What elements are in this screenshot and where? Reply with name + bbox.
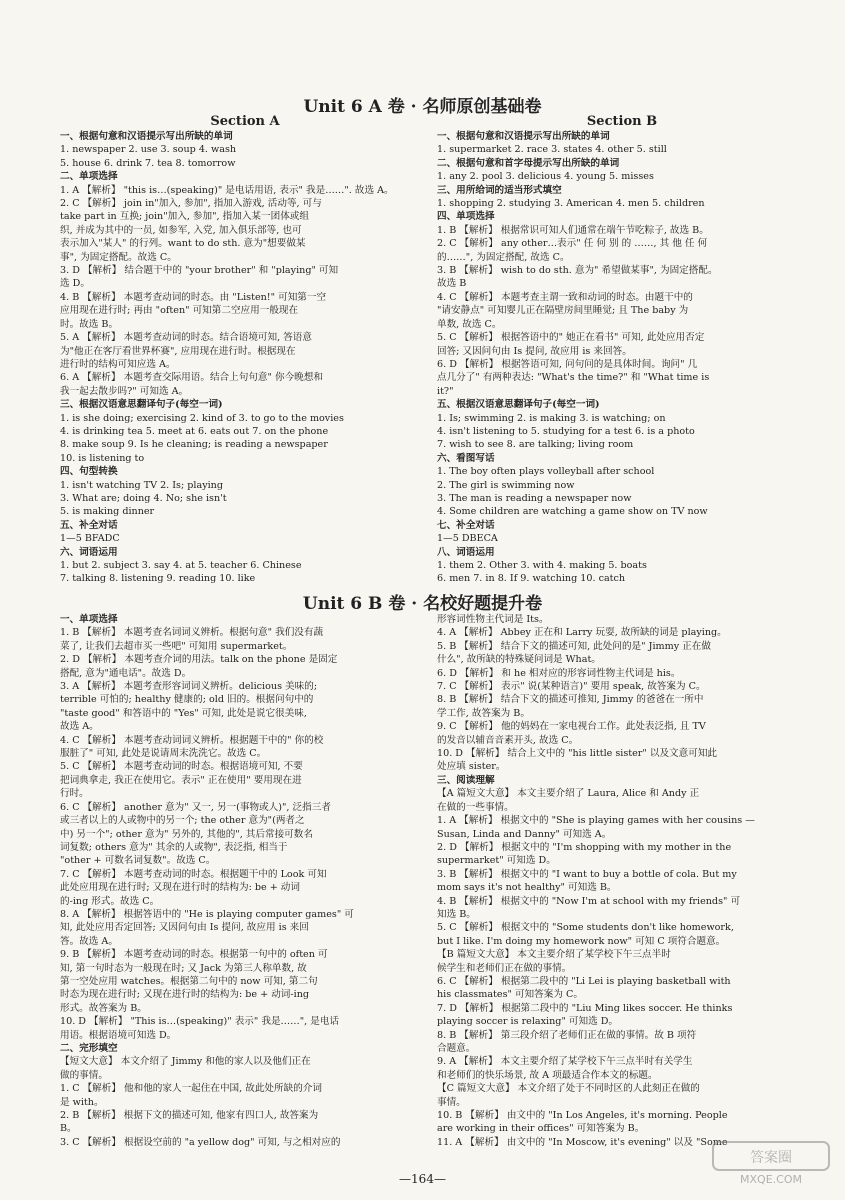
unit-b-right-line: 【A 篇短文大意】 本文主要介绍了 Laura, Alice 和 Andy 正 bbox=[437, 788, 700, 800]
unit-b-right-line: 知选 B。 bbox=[437, 908, 476, 920]
section-b-line: 1—5 DBECA bbox=[437, 533, 498, 545]
unit-b-left-line: 是 with。 bbox=[60, 1096, 104, 1108]
unit-b-left-column bbox=[60, 613, 432, 1149]
unit-b-right-line: playing soccer is relaxing" 可知选 D。 bbox=[437, 1016, 619, 1028]
section-a-line: 7. talking 8. listening 9. reading 10. like bbox=[60, 573, 256, 585]
unit-b-left-line: 答。故选 A。 bbox=[60, 935, 118, 947]
section-b-line: 1. supermarket 2. race 3. states 4. other 5. still bbox=[437, 144, 667, 156]
section-a-line: 事", 为固定搭配。故选 C。 bbox=[60, 251, 177, 263]
section-a-line: 选 D。 bbox=[60, 278, 90, 290]
unit-b-right-line: 候学生和老师们正在做的事情。 bbox=[437, 962, 572, 974]
section-a-line: take part in 互换; join"加入, 参加", 指加入某一团体或组 bbox=[60, 211, 309, 223]
section-b-line: 1. shopping 2. studying 3. American 4. men 5. children bbox=[437, 198, 705, 210]
section-b-line: 4. isn't listening to 5. studying for a test 6. is a photo bbox=[437, 425, 695, 437]
unit-b-right-line: 7. C 【解析】 表示" 说(某种语言)" 要用 speak, 故答案为 C。 bbox=[437, 681, 706, 693]
watermark-logo bbox=[711, 1138, 831, 1188]
unit-b-left-line: 1. B 【解析】 本题考查名词词义辨析。根据句意" 我们没有蔬 bbox=[60, 627, 324, 639]
unit-b-left-line: 故选 A。 bbox=[60, 721, 99, 733]
unit-b-left-line: 3. A 【解析】 本题考查形容词词义辨析。delicious 美味的; bbox=[60, 681, 318, 693]
section-b-line: it?" bbox=[437, 385, 454, 397]
section-a-line: 1. newspaper 2. use 3. soup 4. wash bbox=[60, 144, 237, 156]
unit-b-left-line: 7. C 【解析】 本题考查动词的时态。根据题干中的 Look 可知 bbox=[60, 868, 327, 880]
unit-b-right-line: 和老师们的快乐场景, 故 A 项最适合作本文的标题。 bbox=[437, 1069, 658, 1081]
unit-b-left-line: 一、单项选择 bbox=[60, 614, 118, 625]
section-b-line: 八、词语运用 bbox=[437, 546, 495, 558]
unit-b-left-line: 用语。根据语境可知选 D。 bbox=[60, 1029, 177, 1041]
section-b-line: 五、根据汉语意思翻译句子(每空一词) bbox=[437, 399, 600, 411]
section-a-line: 1. but 2. subject 3. say 4. at 5. teacher 6. Chinese bbox=[60, 560, 302, 571]
section-a-line: 1—5 BFADC bbox=[60, 533, 120, 545]
unit-b-right-line: 5. B 【解析】 结合下文的描述可知, 此处问的是" Jimmy 正在做 bbox=[437, 640, 711, 652]
unit-b-right-line: 10. B 【解析】 由文中的 "In Los Angeles, it's morning. People bbox=[437, 1110, 728, 1122]
unit-b-right-line: 【C 篇短文大意】 本文介绍了处于不同时区的人此刻正在做的 bbox=[437, 1083, 700, 1095]
section-a-line: 六、词语运用 bbox=[60, 546, 118, 558]
section-a-line: 我一起去散步吗?" 可知选 A。 bbox=[60, 385, 189, 397]
unit-b-right-line: 10. D 【解析】 结合上文中的 "his little sister" 以及文意可知此 bbox=[437, 748, 718, 760]
unit-b-right-line: 在做的一些事情。 bbox=[437, 801, 514, 813]
unit-b-left-line: 2. D 【解析】 本题考查介词的用法。talk on the phone 是固定 bbox=[60, 654, 338, 666]
section-a-line: 4. B 【解析】 本题考查动词的时态。由 "Listen!" 可知第一空 bbox=[60, 291, 327, 303]
section-b-line: 2. C 【解析】 any other…表示" 任 何 别 的 ……, 其 他 任 何 bbox=[437, 238, 708, 250]
section-a-line: 10. is listening to bbox=[60, 452, 145, 464]
unit-b-right-line: 9. A 【解析】 本文主要介绍了某学校下午三点半时有关学生 bbox=[437, 1056, 693, 1068]
section-b-line: 二、根据句意和首字母提示写出所缺的单词 bbox=[437, 157, 620, 169]
unit-b-right-line: 事情。 bbox=[437, 1096, 466, 1108]
unit-b-left-line: 中) 另一个"; other 意为" 另外的, 其他的", 其后常接可数名 bbox=[60, 828, 313, 840]
section-a-line: 五、补全对话 bbox=[60, 519, 118, 531]
unit-b-right-line: 4. B 【解析】 根据文中的 "Now I'm at school with my friends" 可 bbox=[437, 895, 741, 907]
section-b-line: 一、根据句意和汉语提示写出所缺的单词 bbox=[437, 131, 610, 142]
unit-b-left-line: 第一空处应用 watches。根据第二句中的 now 可知, 第二句 bbox=[60, 975, 318, 987]
unit-b-right-line: 2. D 【解析】 根据文中的 "I'm shopping with my mother in the bbox=[437, 841, 732, 853]
unit-b-left-line: 此处应用现在进行时; 又现在进行时的结构为: be + 动词 bbox=[60, 882, 300, 894]
unit-b-right-line: 3. B 【解析】 根据文中的 "I want to buy a bottle of cola. But my bbox=[437, 868, 737, 880]
unit-b-left-line: 9. B 【解析】 本题考查动词的时态。根据第一句中的 often 可 bbox=[60, 949, 328, 961]
section-b-line: 的……", 为固定搭配, 故选 C。 bbox=[437, 251, 570, 263]
unit-b-right-line: 1. A 【解析】 根据文中的 "She is playing games with her cousins — bbox=[437, 815, 755, 827]
section-a-line: 1. is she doing; exercising 2. kind of 3. to go to the movies bbox=[60, 412, 344, 424]
unit-b-left-line: 知, 此处应用否定回答; 又因问句由 Is 提问, 故应用 is 来回 bbox=[60, 922, 309, 934]
section-a-line: 一、根据句意和汉语提示写出所缺的单词 bbox=[60, 131, 233, 142]
section-b-line: 回答; 又因问句由 Is 提问, 故应用 is 来回答。 bbox=[437, 345, 632, 357]
section-a-line: 时。故选 B。 bbox=[60, 318, 119, 330]
unit-b-right-line: 8. B 【解析】 第三段介绍了老师们正在做的事情。故 B 项符 bbox=[437, 1029, 697, 1041]
section-a-line: 4. is drinking tea 5. meet at 6. eats out 7. on the phone bbox=[60, 425, 329, 437]
unit-b-left-line: 服脏了" 可知, 此处是说请周末洗洗它。故选 C。 bbox=[60, 748, 267, 760]
section-b-line: 3. B 【解析】 wish to do sth. 意为" 希望做某事", 为固定搭配。 bbox=[437, 265, 718, 277]
unit-b-left-line: 行时。 bbox=[60, 788, 89, 800]
unit-b-left-line: 1. C 【解析】 他和他的家人一起住在中国, 故此处所缺的介词 bbox=[60, 1083, 322, 1095]
unit-b-left-line: 做的事情。 bbox=[60, 1069, 108, 1081]
section-b-line: 4. C 【解析】 本题考查主谓一致和动词的时态。由题干中的 bbox=[437, 291, 693, 303]
unit-b-left-line: 2. B 【解析】 根据下文的描述可知, 他家有四口人, 故答案为 bbox=[60, 1110, 319, 1122]
unit-b-left-line: 二、完形填空 bbox=[60, 1043, 118, 1054]
unit-b-left-line: "taste good" 和答语中的 "Yes" 可知, 此处是说它很美味, bbox=[60, 707, 307, 719]
section-a-line: 2. C 【解析】 join in"加入, 参加", 指加入游戏, 活动等, 可与 bbox=[60, 198, 322, 210]
unit-b-right-line: 5. C 【解析】 根据文中的 "Some students don't like homework, bbox=[437, 922, 734, 934]
unit-b-left-line: "other + 可数名词复数"。故选 C。 bbox=[60, 855, 216, 867]
unit-b-right-line: Susan, Linda and Danny" 可知选 A。 bbox=[437, 828, 612, 840]
section-b-line: 1. B 【解析】 根据常识可知人们通常在端午节吃粽子, 故选 B。 bbox=[437, 224, 709, 236]
section-b-line: 1. any 2. pool 3. delicious 4. young 5. misses bbox=[437, 171, 654, 183]
unit-b-right-line: 合题意。 bbox=[437, 1043, 476, 1054]
section-a-line: 5. house 6. drink 7. tea 8. tomorrow bbox=[60, 157, 236, 169]
unit-b-right-column bbox=[437, 613, 809, 1149]
unit-b-left-line: 搭配, 意为"通电话"。故选 D。 bbox=[60, 667, 192, 679]
section-b-line: "请安静点" 可知婴儿正在隔壁房间里睡觉; 且 The baby 为 bbox=[437, 305, 689, 317]
unit-b-left-line: 菜了, 让我们去超市买一些吧" 可知用 supermarket。 bbox=[60, 640, 293, 652]
section-a-line: 三、根据汉语意思翻译句子(每空一词) bbox=[60, 399, 223, 411]
unit-b-right-line: 6. D 【解析】 和 he 相对应的形容词性物主代词是 his。 bbox=[437, 667, 681, 679]
unit-b-left-line: 把词典拿走, 我正在使用它。表示" 正在使用" 要用现在进 bbox=[60, 774, 302, 786]
unit-b-right-line: 三、阅读理解 bbox=[437, 774, 495, 786]
section-a-line: 5. is making dinner bbox=[60, 506, 155, 518]
page-number: —164— bbox=[399, 1172, 446, 1186]
unit-b-title: Unit 6 B 卷 · 名校好题提升卷 bbox=[302, 594, 543, 614]
unit-b-left-line: terrible 可怕的; healthy 健康的; old 旧的。根据问句中的 bbox=[60, 694, 314, 706]
section-a-line: 二、单项选择 bbox=[60, 171, 118, 183]
unit-b-right-line: 8. B 【解析】 结合下文的描述可推知, Jimmy 的爸爸在一所中 bbox=[437, 694, 704, 706]
unit-b-left-line: 4. C 【解析】 本题考查动词词义辨析。根据题干中的" 你的校 bbox=[60, 734, 324, 746]
section-b-line: 7. wish to see 8. are talking; living room bbox=[437, 439, 634, 451]
section-a-line: 8. make soup 9. Is he cleaning; is reading a newspaper bbox=[60, 439, 328, 451]
section-b-line: 七、补全对话 bbox=[437, 519, 495, 531]
section-b-line: 1. Is; swimming 2. is making 3. is watching; on bbox=[437, 412, 666, 424]
section-a-line: 表示加入"某人" 的行列。want to do sth. 意为"想要做某 bbox=[60, 238, 306, 250]
section-b-title: Section B bbox=[586, 114, 658, 129]
unit-b-left-line: 形式。故答案为 B。 bbox=[60, 1002, 147, 1014]
unit-b-right-line: supermarket" 可知选 D。 bbox=[437, 855, 556, 867]
section-a-line: 四、句型转换 bbox=[60, 466, 118, 478]
unit-b-right-line: 处应填 sister。 bbox=[437, 761, 506, 773]
section-b-line: 3. The man is reading a newspaper now bbox=[437, 492, 632, 504]
unit-b-right-line: 11. A 【解析】 由文中的 "In Moscow, it's evening" 以及 "Some bbox=[437, 1136, 728, 1148]
unit-b-left-line: 6. C 【解析】 another 意为" 又一, 另一(事物或人)", 泛指三者 bbox=[60, 801, 331, 813]
unit-b-left-line: 5. C 【解析】 本题考查动词的时态。根据语境可知, 不要 bbox=[60, 761, 303, 773]
section-a-line: 3. What are; doing 4. No; she isn't bbox=[60, 492, 227, 504]
unit-b-right-line: 的发音以辅音音素开头, 故选 C。 bbox=[437, 734, 579, 746]
svg-text:答案圈: 答案圈 bbox=[750, 1150, 792, 1166]
svg-text:MXQE.COM: MXQE.COM bbox=[740, 1173, 802, 1186]
unit-b-left-line: 时态为现在进行时; 又现在进行时的结构为: be + 动词-ing bbox=[60, 989, 310, 1001]
unit-b-right-line: 6. C 【解析】 根据第二段中的 "Li Lei is playing basketball with bbox=[437, 975, 731, 987]
section-b-line: 2. The girl is swimming now bbox=[437, 479, 575, 491]
unit-b-left-line: 的-ing 形式。故选 C。 bbox=[60, 895, 160, 907]
section-a-title: Section A bbox=[210, 114, 280, 129]
unit-b-left-line: 8. A 【解析】 根据答语中的 "He is playing computer games" 可 bbox=[60, 908, 354, 920]
section-a-line: 1. A 【解析】 "this is…(speaking)" 是电话用语, 表示" 我是……". 故选 A。 bbox=[60, 184, 394, 196]
section-b-line: 6. D 【解析】 根据答语可知, 问句问的是具体时间。询问" 几 bbox=[437, 358, 698, 370]
unit-b-right-line: 形容词性物主代词是 Its。 bbox=[437, 614, 549, 625]
section-b-line: 1. The boy often plays volleyball after school bbox=[437, 466, 655, 478]
section-b-line: 5. C 【解析】 根据答语中的" 她正在看书" 可知, 此处应用否定 bbox=[437, 332, 705, 344]
unit-a-title: Unit 6 A 卷 · 名师原创基础卷 bbox=[303, 97, 542, 117]
unit-b-right-line: 4. A 【解析】 Abbey 正在和 Larry 玩耍, 故所缺的词是 playing。 bbox=[437, 627, 727, 639]
unit-b-left-line: 10. D 【解析】 "This is…(speaking)" 表示" 我是……", 是电话 bbox=[60, 1016, 340, 1028]
unit-b-right-line: but I like. I'm doing my homework now" 可知 C 项符合题意。 bbox=[437, 935, 726, 947]
section-a-line: 1. isn't watching TV 2. Is; playing bbox=[60, 479, 224, 491]
section-a-column bbox=[60, 113, 430, 586]
unit-b-right-line: 7. D 【解析】 根据第二段中的 "Liu Ming likes soccer. He thinks bbox=[437, 1002, 733, 1014]
section-b-line: 六、看图写话 bbox=[437, 452, 495, 464]
unit-b-left-line: 词复数; others 意为" 其余的人或物", 表泛指, 相当于 bbox=[60, 841, 288, 853]
section-a-line: 5. A 【解析】 本题考查动词的时态。结合语境可知, 答语意 bbox=[60, 332, 312, 344]
unit-b-right-line: mom says it's not healthy" 可知选 B。 bbox=[437, 882, 617, 894]
section-a-line: 3. D 【解析】 结合题干中的 "your brother" 和 "playing" 可知 bbox=[60, 265, 339, 277]
unit-b-left-line: 或三者以上的人或物中的另一个; the other 意为"(两者之 bbox=[60, 815, 305, 827]
section-b-line: 6. men 7. in 8. If 9. watching 10. catch bbox=[437, 573, 626, 585]
unit-b-right-line: 【B 篇短文大意】 本文主要介绍了某学校下午三点半时 bbox=[437, 949, 671, 961]
section-a-line: 为"他正在客厅看世界杯赛", 应用现在进行时。根据现在 bbox=[60, 345, 296, 357]
unit-b-right-line: are working in their offices" 可知答案为 B。 bbox=[437, 1123, 645, 1135]
unit-b-left-line: B。 bbox=[60, 1123, 77, 1135]
section-b-line: 三、用所给词的适当形式填空 bbox=[437, 184, 562, 196]
unit-b-right-line: 什么", 故所缺的特殊疑问词是 What。 bbox=[437, 654, 601, 666]
unit-b-right-line: 9. C 【解析】 他的妈妈在一家电视台工作。此处表泛指, 且 TV bbox=[437, 721, 706, 733]
unit-b-right-line: 学工作, 故答案为 B。 bbox=[437, 707, 530, 719]
section-b-line: 1. them 2. Other 3. with 4. making 5. boats bbox=[437, 560, 647, 571]
section-b-line: 4. Some children are watching a game show on TV now bbox=[437, 506, 708, 518]
unit-b-left-line: 【短文大意】 本文介绍了 Jimmy 和他的家人以及他们正在 bbox=[60, 1056, 311, 1068]
section-a-line: 应用现在进行时; 再由 "often" 可知第二空应用一般现在 bbox=[60, 305, 299, 317]
section-b-line: 单数, 故选 C。 bbox=[437, 318, 502, 330]
section-b-column bbox=[437, 113, 807, 586]
unit-b-left-line: 3. C 【解析】 根据设空前的 "a yellow dog" 可知, 与之相对应的 bbox=[60, 1136, 341, 1148]
section-b-line: 点几分了" 有两种表达: "What's the time?" 和 "What time is bbox=[437, 372, 710, 384]
section-a-line: 织, 并成为其中的一员, 如参军, 入党, 加入俱乐部等, 也可 bbox=[60, 224, 302, 236]
section-a-line: 进行时的结构可知应选 A。 bbox=[60, 358, 176, 370]
unit-b-left-line: 知, 第一句时态为一般现在时; 又 Jack 为第三人称单数, 故 bbox=[60, 962, 307, 974]
unit-b-right-line: his classmates" 可知答案为 C。 bbox=[437, 989, 583, 1001]
section-b-line: 四、单项选择 bbox=[437, 211, 495, 223]
section-a-line: 6. A 【解析】 本题考查交际用语。结合上句句意" 你今晚想和 bbox=[60, 372, 323, 384]
section-b-line: 故选 B bbox=[437, 278, 467, 290]
